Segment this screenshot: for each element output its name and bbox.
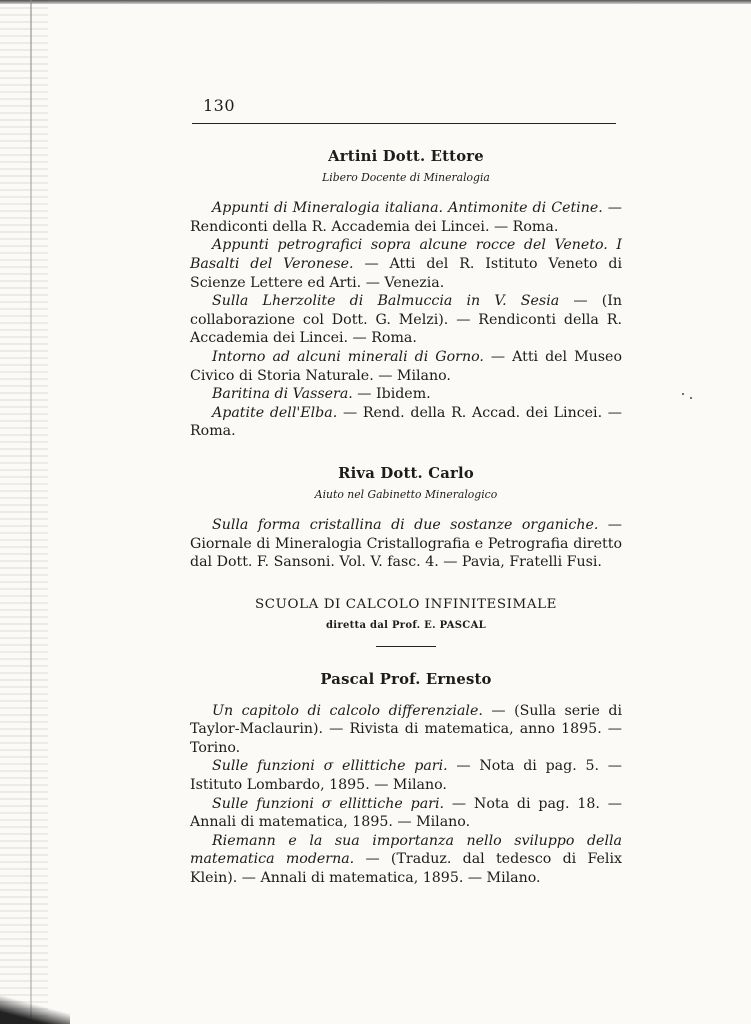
- entry-title: Sulle funzioni σ ellittiche pari.: [212, 795, 445, 812]
- entry-details: — (In collaborazione col Dott. G. Melzi). — Rendiconti della R. Accademia dei Lincei. — Roma.: [190, 293, 623, 347]
- page-body: [190, 148, 622, 888]
- entry-details: — Giornale di Mineralogia Cristallografia e Petrografia diretto dal Dott. F. Sansoni. Vol. V. fasc. 4. — Pavia, Fratelli Fusi.: [190, 517, 622, 571]
- page-number: 130: [203, 96, 236, 115]
- bibliography-entry: [190, 199, 622, 236]
- entry-title: Appunti petrografici sopra alcune rocce del Veneto. I Basalti del Veronese.: [190, 237, 622, 272]
- scan-speck: [682, 393, 684, 395]
- scan-speck: [690, 397, 692, 399]
- entry-title: Sulla Lherzolite di Balmuccia in V. Sesia: [212, 293, 560, 310]
- entry-details: — Atti del Museo Civico di Storia Naturale. — Milano.: [190, 348, 622, 384]
- author-role: Libero Docente di Mineralogia: [322, 170, 490, 184]
- entry-details: — Rendiconti della R. Accademia dei Lincei. — Roma.: [190, 200, 622, 235]
- entry-title: Sulla forma cristallina di due sostanze organiche.: [212, 517, 599, 534]
- entry-details: — Nota di pag. 5. — Istituto Lombardo, 1895. — Milano.: [190, 758, 622, 794]
- entry-details: — Atti del R. Istituto Veneto di Scienze Lettere ed Arti. — Venezia.: [190, 255, 622, 291]
- scan-binding-edge: [0, 0, 48, 1024]
- author-heading: Artini Dott. Ettore: [328, 148, 484, 165]
- header-rule: [192, 123, 616, 124]
- bibliography-entry: [190, 348, 622, 385]
- entry-title: Appunti di Mineralogia italiana. Antimonite di Cetine.: [212, 200, 603, 217]
- author-heading: Pascal Prof. Ernesto: [320, 671, 492, 689]
- bibliography-entry: [190, 702, 622, 758]
- entry-details: — (Sulla serie di Taylor-Maclaurin). — Rivista di matematica, anno 1895. — Torino.: [190, 702, 622, 756]
- bibliography-entry: [190, 404, 622, 441]
- entry-title: Intorno ad alcuni minerali di Gorno.: [212, 348, 484, 365]
- entry-details: — Ibidem.: [352, 386, 431, 403]
- entry-title: Baritina di Vassera.: [212, 386, 353, 403]
- entry-title: Riemann e la sua importanza nello sviluppo della matematica moderna.: [190, 832, 622, 868]
- bibliography-entry: [190, 795, 622, 832]
- entry-title: Apatite dell'Elba.: [212, 404, 338, 421]
- author-role: Aiuto nel Gabinetto Mineralogico: [314, 487, 498, 501]
- bibliography-entry: [190, 385, 622, 404]
- entry-title: Un capitolo di calcolo differenziale.: [212, 702, 483, 719]
- author-heading: Riva Dott. Carlo: [338, 464, 474, 482]
- scan-corner-shadow: [0, 994, 70, 1024]
- school-director: diretta dal Prof. E. PASCAL: [326, 620, 486, 632]
- entry-details: — Rend. della R. Accad. dei Lincei. — Roma.: [190, 404, 622, 440]
- entry-title: Sulle funzioni σ ellittiche pari.: [212, 758, 448, 775]
- bibliography-entry: [190, 236, 622, 292]
- entry-details: — (Traduz. dal tedesco di Felix Klein). — Annali di matematica, 1895. — Milano.: [190, 851, 622, 886]
- bibliography-entry: [190, 832, 622, 888]
- entry-details: — Nota di pag. 18. — Annali di matematica, 1895. — Milano.: [190, 795, 622, 831]
- bibliography-entry: [190, 757, 622, 794]
- bibliography-entry: [190, 516, 622, 572]
- school-heading: SCUOLA DI CALCOLO INFINITESIMALE: [255, 596, 557, 612]
- bibliography-entry: [190, 292, 622, 348]
- scan-top-edge: [0, 0, 751, 4]
